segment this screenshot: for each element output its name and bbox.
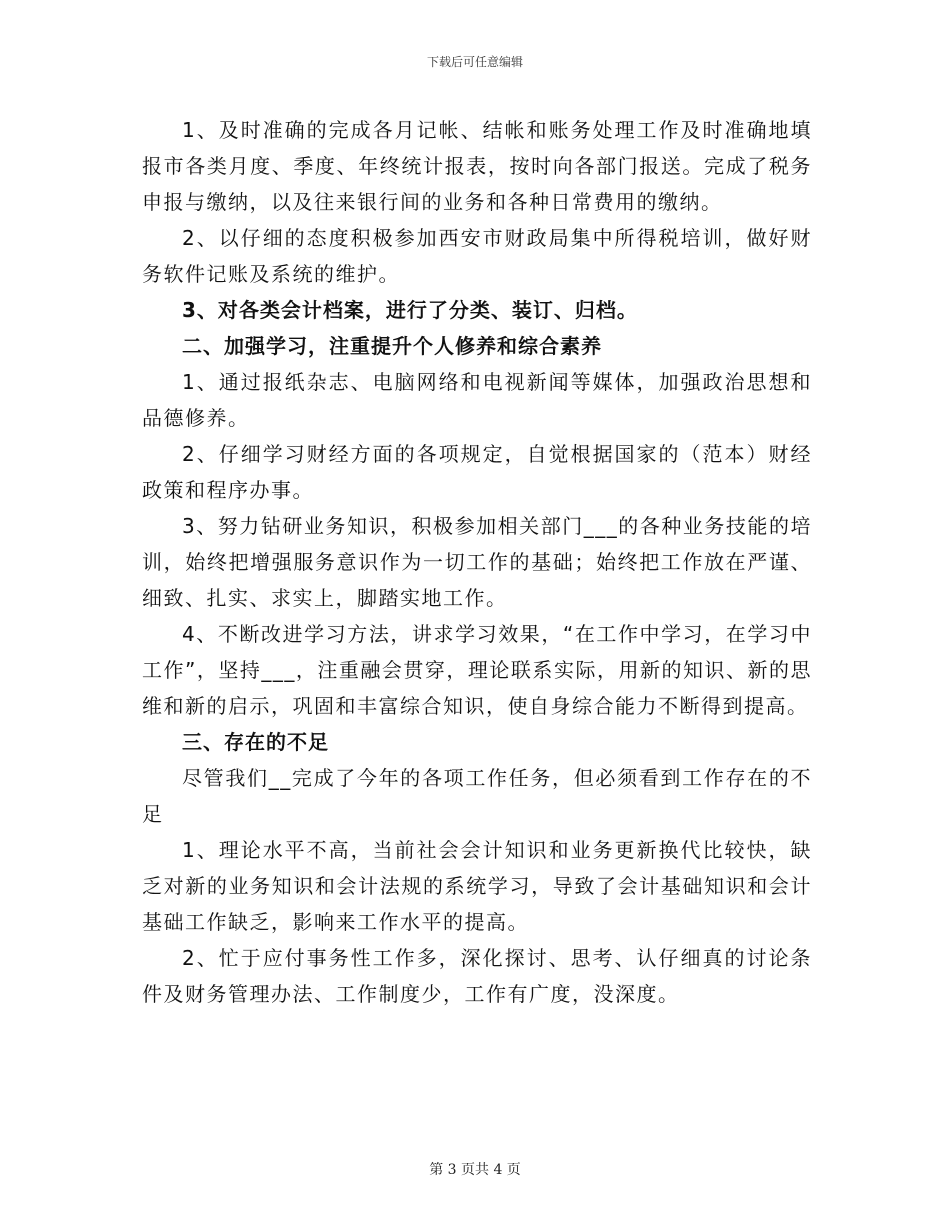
document-body <box>142 112 812 1012</box>
paragraph-9: 1、理论水平不高，当前社会会计知识和业务更新换代比较快，缺乏对新的业务知识和会计法规的系统学习，导致了会计基础知识和会计基础工作缺乏，影响来工作水平的提高。 <box>142 838 812 934</box>
paragraph-5: 2、仔细学习财经方面的各项规定，自觉根据国家的（范本）财经政策和程序办事。 <box>142 442 812 502</box>
paragraph-3-bold: 3、对各类会计档案，进行了分类、装订、归档。 <box>182 298 638 322</box>
paragraph-10: 2、忙于应付事务性工作多，深化探讨、思考、认仔细真的讨论条件及财务管理办法、工作制度少，工作有广度，没深度。 <box>142 946 812 1006</box>
section-heading-3: 三、存在的不足 <box>182 730 329 754</box>
paragraph-1: 1、及时准确的完成各月记帐、结帐和账务处理工作及时准确地填报市各类月度、季度、年终统计报表，按时向各部门报送。完成了税务申报与缴纳，以及往来银行间的业务和各种日常费用的缴纳。 <box>142 118 812 214</box>
paragraph-6: 3、努力钻研业务知识，积极参加相关部门___的各种业务技能的培训，始终把增强服务意识作为一切工作的基础；始终把工作放在严谨、细致、扎实、求实上，脚踏实地工作。 <box>142 514 812 610</box>
section-heading-2: 二、加强学习，注重提升个人修养和综合素养 <box>182 334 602 358</box>
paragraph-2: 2、以仔细的态度积极参加西安市财政局集中所得税培训，做好财务软件记账及系统的维护。 <box>142 226 812 286</box>
paragraph-4: 1、通过报纸杂志、电脑网络和电视新闻等媒体，加强政治思想和品德修养。 <box>142 370 812 430</box>
paragraph-8: 尽管我们__完成了今年的各项工作任务，但必须看到工作存在的不足 <box>142 766 812 826</box>
page-header: 下载后可任意编辑 <box>426 55 523 69</box>
page-footer: 第 3 页共 4 页 <box>429 1162 521 1178</box>
paragraph-7: 4、不断改进学习方法，讲求学习效果，“在工作中学习，在学习中工作”，坚持___，注重融会贯穿，理论联系实际，用新的知识、新的思维和新的启示，巩固和丰富综合知识，使自身综合能力不断得到提高。 <box>142 622 812 718</box>
